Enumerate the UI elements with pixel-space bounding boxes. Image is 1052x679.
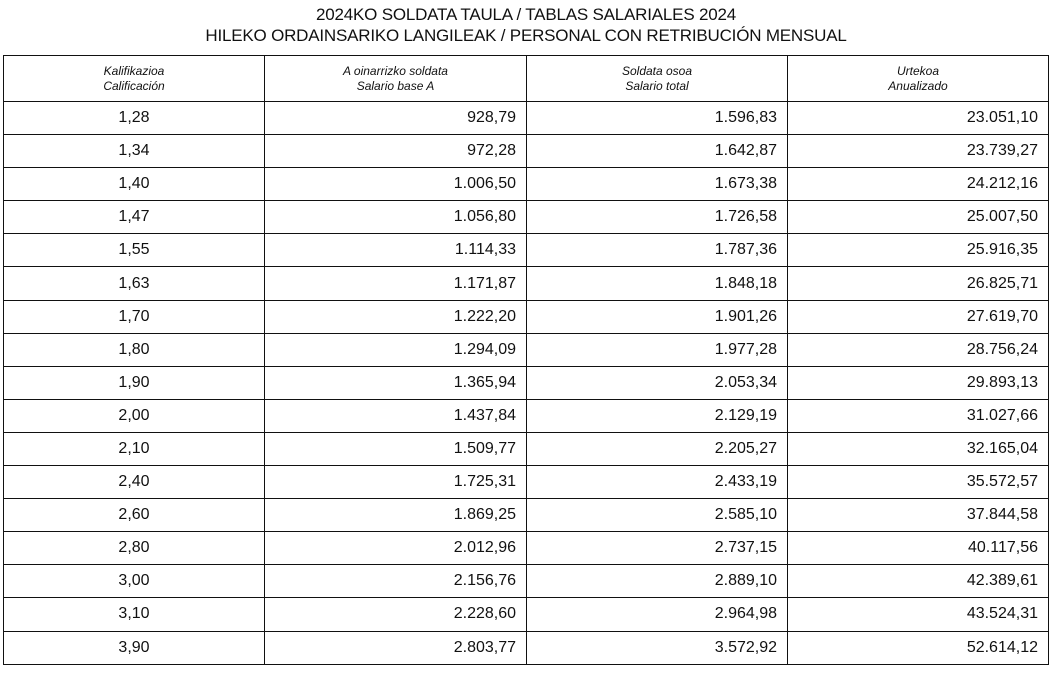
table-row: [4, 432, 1049, 465]
anualizado-cell: 40.117,56: [788, 532, 1049, 565]
column-header-salario-total: [527, 56, 788, 102]
salario-total-cell: 1.726,58: [527, 201, 788, 234]
header-label-eu: Soldata osoa: [621, 63, 693, 78]
header-label-es: Calificación: [103, 78, 165, 93]
salario-base-cell: 1.171,87: [265, 267, 527, 300]
anualizado-cell: 23.051,10: [788, 102, 1049, 135]
anualizado-cell: 26.825,71: [788, 267, 1049, 300]
table-row: [4, 168, 1049, 201]
salario-base-cell: 1.114,33: [265, 234, 527, 267]
column-header-salario-base: [265, 56, 527, 102]
calificacion-cell: 2,40: [4, 466, 265, 499]
anualizado-cell: 35.572,57: [788, 466, 1049, 499]
table-row: [4, 267, 1049, 300]
header-label-es: Salario total: [625, 78, 689, 93]
table-row: [4, 234, 1049, 267]
calificacion-cell: 1,70: [4, 300, 265, 333]
salario-base-cell: 1.222,20: [265, 300, 527, 333]
table-row: [4, 333, 1049, 366]
calificacion-cell: 3,10: [4, 598, 265, 631]
salario-total-cell: 2.433,19: [527, 466, 788, 499]
table-row: [4, 300, 1049, 333]
salario-total-cell: 2.053,34: [527, 366, 788, 399]
calificacion-cell: 2,00: [4, 399, 265, 432]
salario-base-cell: 2.156,76: [265, 565, 527, 598]
salario-total-cell: 2.129,19: [527, 399, 788, 432]
header-label-eu: A oinarrizko soldata: [343, 63, 448, 78]
salario-base-cell: 2.228,60: [265, 598, 527, 631]
salario-total-cell: 3.572,92: [527, 631, 788, 664]
calificacion-cell: 2,60: [4, 499, 265, 532]
header-label-eu: Urtekoa: [896, 63, 940, 78]
document-subtitle: HILEKO ORDAINSARIKO LANGILEAK / PERSONAL CON RETRIBUCIÓN MENSUAL: [205, 26, 847, 45]
calificacion-cell: 2,80: [4, 532, 265, 565]
table-row: [4, 399, 1049, 432]
calificacion-cell: 3,00: [4, 565, 265, 598]
salario-base-cell: 1.365,94: [265, 366, 527, 399]
anualizado-cell: 29.893,13: [788, 366, 1049, 399]
salario-total-cell: 1.787,36: [527, 234, 788, 267]
table-row: [4, 102, 1049, 135]
calificacion-cell: 1,63: [4, 267, 265, 300]
anualizado-cell: 42.389,61: [788, 565, 1049, 598]
salario-base-cell: 1.437,84: [265, 399, 527, 432]
salario-base-cell: 1.006,50: [265, 168, 527, 201]
table-row: [4, 565, 1049, 598]
calificacion-cell: 1,80: [4, 333, 265, 366]
salario-total-cell: 2.737,15: [527, 532, 788, 565]
table-row: [4, 598, 1049, 631]
salario-total-cell: 1.596,83: [527, 102, 788, 135]
calificacion-cell: 3,90: [4, 631, 265, 664]
salario-total-cell: 1.642,87: [527, 135, 788, 168]
salario-base-cell: 928,79: [265, 102, 527, 135]
header-label-es: Salario base A: [356, 78, 435, 93]
salario-total-cell: 2.964,98: [527, 598, 788, 631]
anualizado-cell: 37.844,58: [788, 499, 1049, 532]
table-row: [4, 466, 1049, 499]
column-header-anualizado: [788, 56, 1049, 102]
header-label-eu: Kalifikazioa: [103, 63, 165, 78]
salario-total-cell: 2.889,10: [527, 565, 788, 598]
document-title: 2024KO SOLDATA TAULA / TABLAS SALARIALES 2024: [315, 5, 736, 24]
salario-total-cell: 1.848,18: [527, 267, 788, 300]
anualizado-cell: 27.619,70: [788, 300, 1049, 333]
anualizado-cell: 31.027,66: [788, 399, 1049, 432]
anualizado-cell: 32.165,04: [788, 432, 1049, 465]
salario-base-cell: 1.509,77: [265, 432, 527, 465]
salario-total-cell: 1.901,26: [527, 300, 788, 333]
salario-total-cell: 2.585,10: [527, 499, 788, 532]
anualizado-cell: 28.756,24: [788, 333, 1049, 366]
table-row: [4, 532, 1049, 565]
calificacion-cell: 1,40: [4, 168, 265, 201]
column-header-calificacion: [4, 56, 265, 102]
salario-base-cell: 2.803,77: [265, 631, 527, 664]
calificacion-cell: 1,90: [4, 366, 265, 399]
salario-total-cell: 2.205,27: [527, 432, 788, 465]
salario-base-cell: 1.869,25: [265, 499, 527, 532]
anualizado-cell: 43.524,31: [788, 598, 1049, 631]
salario-base-cell: 1.725,31: [265, 466, 527, 499]
calificacion-cell: 1,55: [4, 234, 265, 267]
table-row: [4, 201, 1049, 234]
table-row: [4, 135, 1049, 168]
salario-total-cell: 1.977,28: [527, 333, 788, 366]
salary-table: [3, 55, 1049, 665]
salario-base-cell: 1.294,09: [265, 333, 527, 366]
salario-base-cell: 2.012,96: [265, 532, 527, 565]
anualizado-cell: 25.916,35: [788, 234, 1049, 267]
table-header-row: [4, 56, 1049, 102]
calificacion-cell: 1,34: [4, 135, 265, 168]
salario-base-cell: 1.056,80: [265, 201, 527, 234]
anualizado-cell: 23.739,27: [788, 135, 1049, 168]
anualizado-cell: 24.212,16: [788, 168, 1049, 201]
calificacion-cell: 1,28: [4, 102, 265, 135]
anualizado-cell: 25.007,50: [788, 201, 1049, 234]
table-row: [4, 499, 1049, 532]
anualizado-cell: 52.614,12: [788, 631, 1049, 664]
calificacion-cell: 2,10: [4, 432, 265, 465]
salario-base-cell: 972,28: [265, 135, 527, 168]
header-label-es: Anualizado: [888, 78, 948, 93]
table-row: [4, 366, 1049, 399]
calificacion-cell: 1,47: [4, 201, 265, 234]
salario-total-cell: 1.673,38: [527, 168, 788, 201]
table-row: [4, 631, 1049, 664]
